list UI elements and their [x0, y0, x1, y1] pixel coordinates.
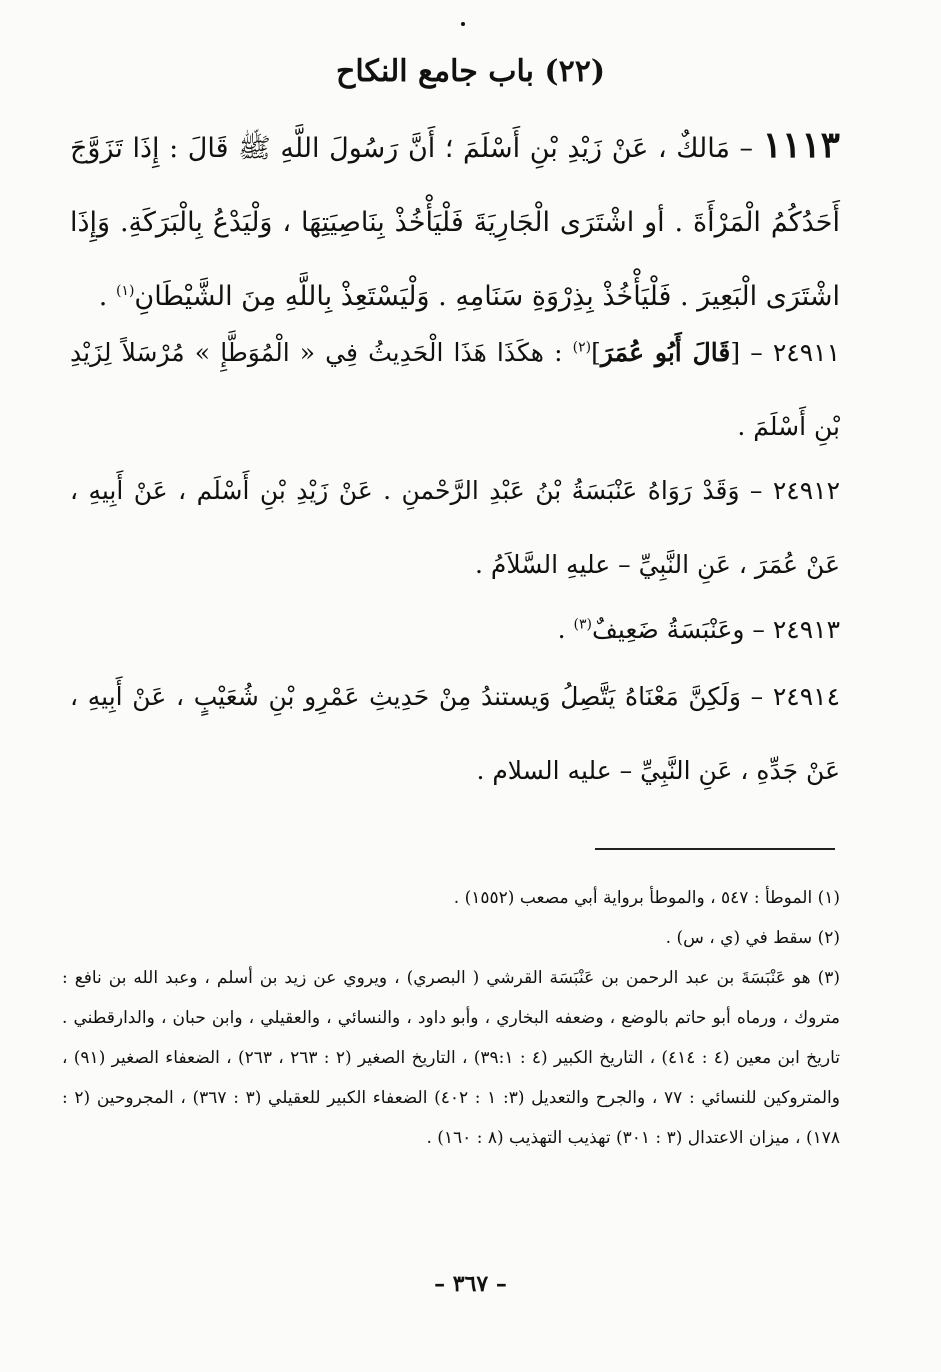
footnote-1: (١) الموطأ : ٥٤٧ ، والموطأ برواية أبي مصعب (١٥٥٢) .	[453, 888, 840, 908]
footnote-ref[interactable]: (٢)	[572, 339, 592, 356]
footnote-3: (٣) هو عَنْبَسَةَ بن عبد الرحمن بن عَنْبَسَة القرشي ( البصري) ، ويروي عن زيد بن أسلم ، وعبد الله بن نافع : متروك ، ورماه أبو حاتم بالوضع ، وضعفه البخاري ، وأبو داود ، والنسائي ، والعقيلي ، وابن حبان ، والدارقطني . تاريخ ابن معين (٤ : ٤١٤) ، التاريخ الكبير (٤ : ٣٩:١) ، التاريخ الصغير (٢ : ٢٦٣ ، ٢٦٣) ، الضعفاء الصغير (٩١) ، والمتروكين للنسائي : ٧٧ ، والجرح والتعديل (٣: ١ : ٤٠٢) الضعفاء الكبير للعقيلي (٣ : ٣٦٧) ، المجروحين (٢ : ١٧٨) ، ميزان الاعتدال (٣ : ٣٠١) تهذيب التهذيب (٨ : ١٦٠) .	[62, 968, 840, 1148]
paragraph-number: ٢٤٩١٤	[772, 682, 840, 711]
footnote-divider	[595, 848, 835, 850]
paragraph-text: : هكَذَا هَذَا الْحَدِيثُ فِي « الْمُوَطَّإِ » مُرْسَلاً لِزَيْدِ بْنِ أَسْلَمَ .	[70, 338, 840, 441]
paragraph-text: – وَلَكِنَّ مَعْنَاهُ يَتَّصِلُ وَيستندُ مِنْ حَدِيثِ عَمْرِو بْنِ شُعَيْبٍ ، عَنْ أَبِيهِ ، عَنْ جَدِّهِ ، عَنِ النَّبِيِّ – عليه السلام .	[70, 682, 840, 785]
footnotes	[62, 878, 840, 1158]
hadith-text: – مَالكٌ ، عَنْ زَيْدِ بْنِ أَسْلَمَ ؛ أَنَّ رَسُولَ اللَّهِ ﷺ قَالَ : إِذَا تَزَوَّجَ أَحَدُكُمُ الْمَرْأَةَ . أو اشْتَرَى الْجَارِيَةَ فَلْيَأْخُذْ بِنَاصِيَتِهَا ، وَلْيَدْعُ بِالْبَرَكَةِ. وَإِذَا اشْتَرَى الْبَعِيرَ . فَلْيَأْخُذْ بِذِرْوَةِ سَنَامِهِ . وَلْيَسْتَعِذْ بِاللَّهِ مِنَ الشَّيْطَانِ	[70, 133, 840, 312]
paragraph-24913	[70, 593, 840, 667]
speaker-phrase: قَالَ أَبُو عُمَرَ	[600, 338, 731, 367]
page-number: – ٣٦٧ –	[434, 1271, 507, 1297]
hadith-end: .	[98, 281, 116, 312]
chapter-title: (٢٢) باب جامع النكاح	[335, 54, 606, 89]
hadith-block	[70, 108, 840, 334]
footnote-ref[interactable]: (٣)	[573, 616, 593, 633]
paragraph-24914	[70, 660, 840, 808]
paragraph-pre: – [	[730, 338, 763, 367]
paragraph-text: – وعَنْبَسَةُ ضَعِيفٌ	[592, 615, 765, 644]
paragraph-text: – وَقَدْ رَوَاهُ عَنْبَسَةُ بْنُ عَبْدِ الرَّحْمنِ . عَنْ زَيْدِ بْنِ أَسْلَم ، عَنْ أَبِيهِ ، عَنْ عُمَرَ ، عَنِ النَّبِيِّ – عليهِ السَّلاَمُ .	[70, 476, 840, 579]
footnote-ref[interactable]: (١)	[115, 283, 135, 299]
paragraph-number: ٢٤٩١١	[772, 338, 840, 367]
paragraph-number: ٢٤٩١٣	[772, 615, 840, 644]
hadith-number: ١١١٣	[762, 124, 840, 166]
paragraph-number: ٢٤٩١٢	[772, 476, 840, 505]
paragraph-24912	[70, 454, 840, 602]
footnote-2: (٢) سقط في (ي ، س) .	[665, 928, 840, 948]
paragraph-bracket: ]	[591, 338, 601, 367]
paragraph-end: .	[557, 615, 574, 644]
paragraph-24911	[70, 316, 840, 464]
top-dot-mark	[461, 22, 465, 26]
